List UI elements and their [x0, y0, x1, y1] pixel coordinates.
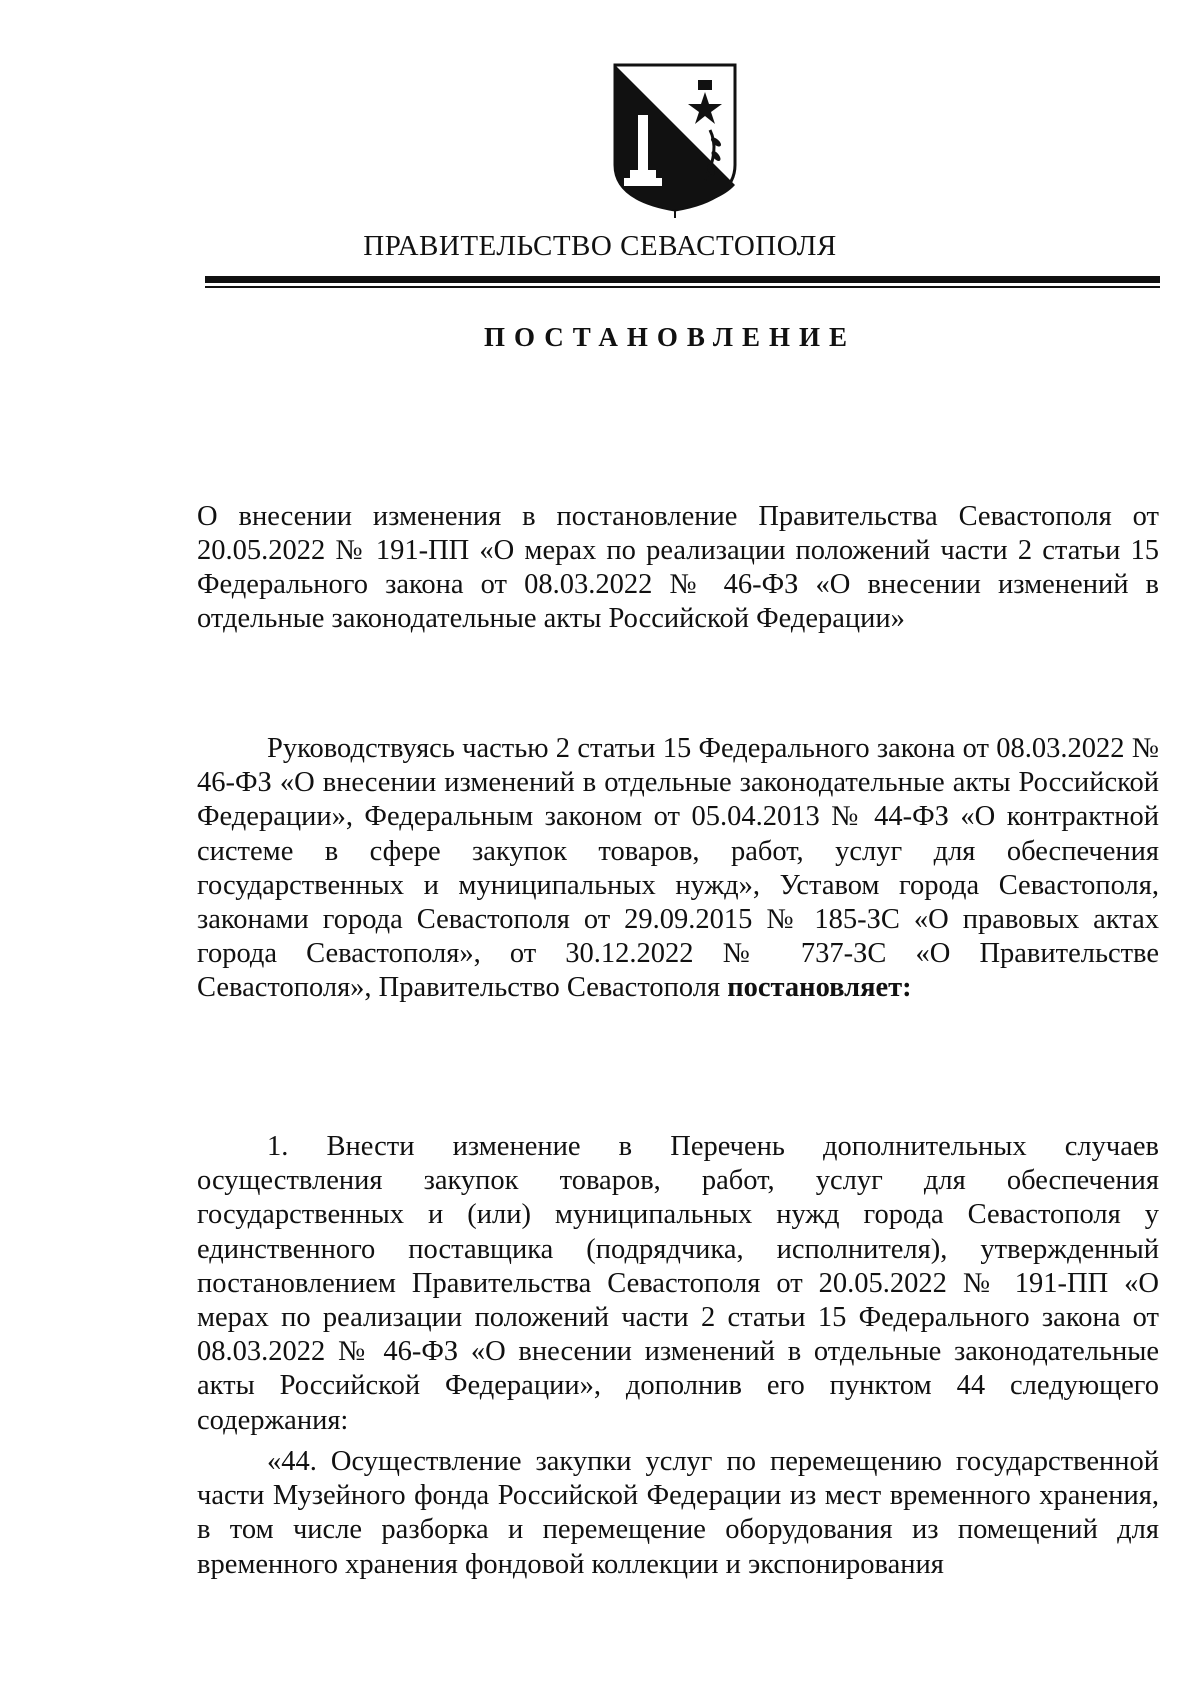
preamble-text: Руководствуясь частью 2 статьи 15 Федерального закона от 08.03.2022 № 46-ФЗ «О внесении изменений в отдельные законодательные акты Российской Федерации», Федеральным законом от 05.04.2013 № 44-ФЗ «О контрактной системе в сфере закупок товаров, работ, услуг для обеспечения государственных и муниципальных нужд», Уставом города Севастополя, законами города Севастополя от 29.09.2015 № 185-ЗС «О правовых актах города Севастополя», от 30.12.2022 № 737-ЗС «О Правительстве Севастополя», Правительство Севастополя — [197, 733, 1159, 1004]
document-subject: О внесении изменения в постановление Правительства Севастополя от 20.05.2022 № 191-ПП «О мерах по реализации положений части 2 статьи 15 Федерального закона от 08.03.2022 № 46-ФЗ «О внесении изменений в отдельные законодательные акты Российской Федерации» — [197, 501, 1159, 634]
document-type-heading: ПОСТАНОВЛЕНИЕ — [483, 322, 857, 352]
organization-title: ПРАВИТЕЛЬСТВО СЕВАСТОПОЛЯ — [363, 230, 837, 262]
item-1-paragraph: 1. Внести изменение в Перечень дополнительных случаев осуществления закупок товаров, работ, услуг для обеспечения государственных и (или) муниципальных нужд города Севастополя у единственного поставщика (подрядчика, исполнителя), утвержденный постановлением Правительства Севастополя от 20.05.2022 № 191-ПП «О мерах по реализации положений части 2 статьи 15 Федерального закона от 08.03.2022 № 46-ФЗ «О внесении изменений в отдельные законодательные акты Российской Федерации», дополнив его пунктом 44 следующего содержания: — [197, 1131, 1159, 1436]
preamble-paragraph — [197, 732, 1159, 1006]
header-rule-thick — [205, 276, 1160, 283]
header-rule-thin — [205, 286, 1160, 288]
decree-word: постановляет: — [727, 972, 912, 1004]
coat-of-arms-icon — [610, 60, 740, 220]
item-44-paragraph: «44. Осуществление закупки услуг по перемещению государственной части Музейного фонда Российской Федерации из мест временного хранения, в том числе разборка и перемещение оборудования из помещений для временного хранения фондовой коллекции и экспонирования — [197, 1446, 1159, 1580]
